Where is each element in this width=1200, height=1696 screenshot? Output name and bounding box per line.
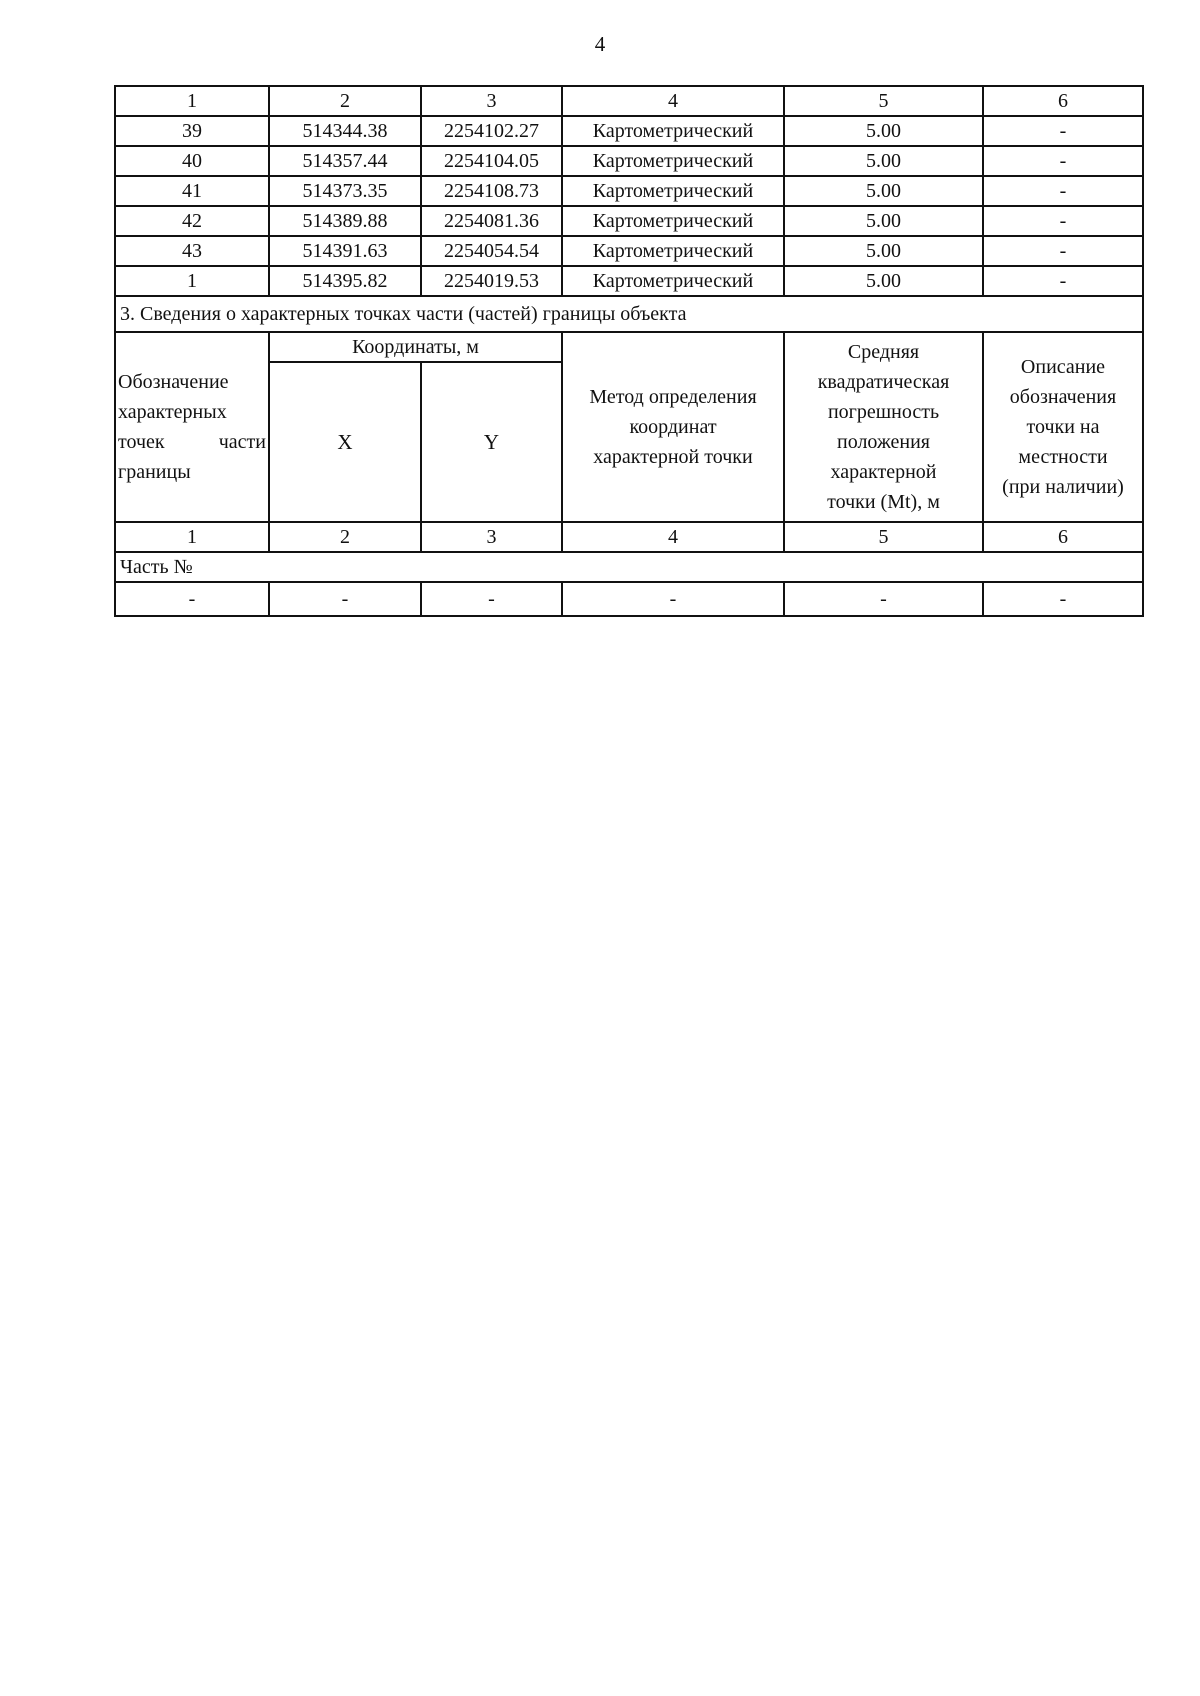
header-description — [983, 332, 1143, 522]
column-number: 2 — [269, 86, 421, 116]
empty-cell: - — [983, 582, 1143, 616]
header-line: местности — [1018, 446, 1108, 468]
column-number: 3 — [421, 86, 562, 116]
column-number: 2 — [269, 522, 421, 552]
section-header-row — [115, 332, 1143, 362]
header-line: Обозначение — [118, 371, 229, 393]
header-word: точек — [118, 431, 165, 453]
description: - — [983, 146, 1143, 176]
empty-cell: - — [421, 582, 562, 616]
header-line — [118, 427, 266, 457]
method: Картометрический — [562, 116, 784, 146]
table-row — [115, 236, 1143, 266]
page-number: 4 — [594, 32, 606, 56]
mt-value: 5.00 — [784, 236, 983, 266]
header-line: Описание — [1020, 356, 1106, 378]
header-line: координат — [629, 416, 717, 438]
coord-x: 514391.63 — [269, 236, 421, 266]
header-point-designation — [115, 332, 269, 522]
header-method — [562, 332, 784, 522]
mt-value: 5.00 — [784, 266, 983, 296]
description: - — [983, 266, 1143, 296]
part-label-row — [115, 552, 1143, 582]
empty-cell: - — [562, 582, 784, 616]
header-word: части — [218, 431, 266, 453]
header-line: положения — [837, 431, 930, 453]
header-mt — [784, 332, 983, 522]
header-line: (при наличии) — [1002, 476, 1124, 498]
description: - — [983, 176, 1143, 206]
section-title-row — [115, 296, 1143, 332]
column-number: 3 — [421, 522, 562, 552]
description: - — [983, 116, 1143, 146]
mt-value: 5.00 — [784, 176, 983, 206]
empty-cell: - — [784, 582, 983, 616]
header-line: характерных — [118, 401, 227, 423]
point-number: 42 — [115, 206, 269, 236]
header-line: точки на — [1026, 416, 1100, 438]
method: Картометрический — [562, 176, 784, 206]
coord-x: 514395.82 — [269, 266, 421, 296]
method: Картометрический — [562, 266, 784, 296]
mt-value: 5.00 — [784, 146, 983, 176]
part-label: Часть № — [115, 552, 1143, 582]
point-number: 41 — [115, 176, 269, 206]
coord-y: 2254108.73 — [421, 176, 562, 206]
point-number: 1 — [115, 266, 269, 296]
point-number: 39 — [115, 116, 269, 146]
table-row — [115, 146, 1143, 176]
method: Картометрический — [562, 236, 784, 266]
table-row — [115, 582, 1143, 616]
header-line: характерной точки — [593, 446, 753, 468]
column-numbers-row — [115, 86, 1143, 116]
table-row — [115, 116, 1143, 146]
coord-y: 2254019.53 — [421, 266, 562, 296]
coord-y: 2254102.27 — [421, 116, 562, 146]
mt-value: 5.00 — [784, 116, 983, 146]
column-number: 5 — [784, 86, 983, 116]
header-line: границы — [118, 461, 191, 483]
column-number: 1 — [115, 86, 269, 116]
table-row — [115, 176, 1143, 206]
column-number: 1 — [115, 522, 269, 552]
header-line: обозначения — [1009, 386, 1117, 408]
point-number: 43 — [115, 236, 269, 266]
section-title: 3. Сведения о характерных точках части (частей) границы объекта — [115, 296, 1143, 332]
method: Картометрический — [562, 146, 784, 176]
table-row — [115, 206, 1143, 236]
header-line: погрешность — [827, 401, 940, 423]
column-numbers-row — [115, 522, 1143, 552]
header-line: Средняя — [847, 341, 920, 363]
coord-y: 2254081.36 — [421, 206, 562, 236]
header-y: Y — [421, 362, 562, 522]
header-line: квадратическая — [817, 371, 950, 393]
mt-value: 5.00 — [784, 206, 983, 236]
point-number: 40 — [115, 146, 269, 176]
column-number: 6 — [983, 86, 1143, 116]
column-number: 4 — [562, 522, 784, 552]
header-line: точки (Mt), м — [827, 491, 940, 513]
coord-x: 514344.38 — [269, 116, 421, 146]
method: Картометрический — [562, 206, 784, 236]
description: - — [983, 206, 1143, 236]
empty-cell: - — [269, 582, 421, 616]
column-number: 4 — [562, 86, 784, 116]
header-line: характерной — [830, 461, 937, 483]
column-number: 6 — [983, 522, 1143, 552]
column-number: 5 — [784, 522, 983, 552]
table-row — [115, 266, 1143, 296]
coordinates-table — [114, 85, 1144, 617]
coord-y: 2254104.05 — [421, 146, 562, 176]
coord-x: 514389.88 — [269, 206, 421, 236]
coord-x: 514373.35 — [269, 176, 421, 206]
header-line: Метод определения — [589, 386, 757, 408]
header-x: X — [269, 362, 421, 522]
empty-cell: - — [115, 582, 269, 616]
coord-x: 514357.44 — [269, 146, 421, 176]
header-coordinates: Координаты, м — [269, 332, 562, 362]
coord-y: 2254054.54 — [421, 236, 562, 266]
description: - — [983, 236, 1143, 266]
